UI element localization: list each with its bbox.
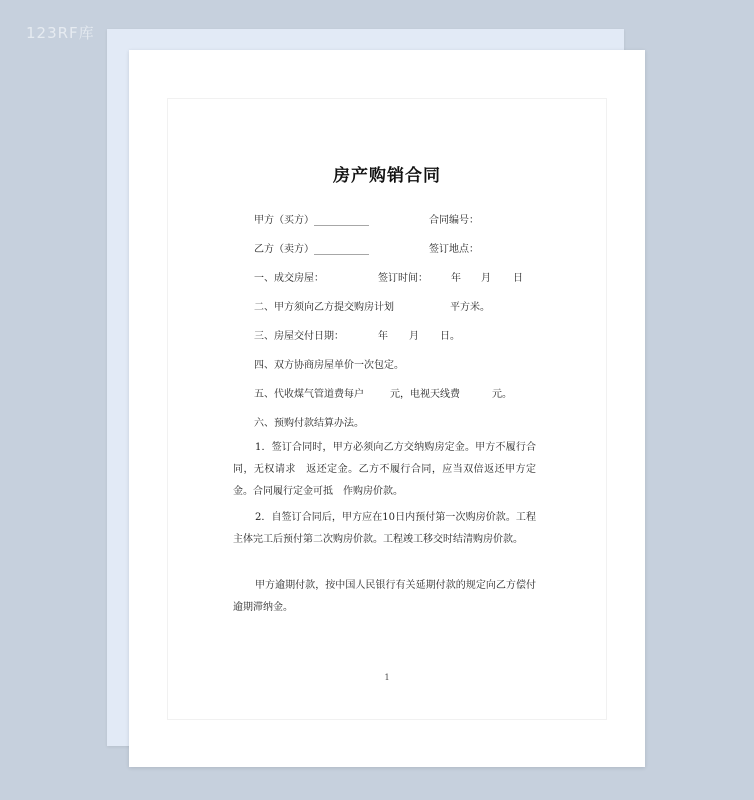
clause-6-text: 六、预购付款结算办法。 [254,418,364,429]
clause-1-month: 月 [481,273,491,284]
page-number: 1 [384,673,390,682]
clause-3-month: 月 [409,331,419,342]
document-title: 房产购销合同 [333,166,441,186]
page-margin-frame [167,98,607,720]
clause-2-unit: 平方米。 [450,302,490,313]
clause-3-year: 年 [378,331,388,342]
paragraph-deposit: 1．签订合同时，甲方必须向乙方交纳购房定金。甲方不履行合同，无权请求 返还定金。乙方不履行合同，应当双倍返还甲方定金。合同履行定金可抵 作购房价款。 [233,442,536,497]
clause-3-day: 日。 [440,331,460,342]
contract-number-label: 合同编号： [429,215,479,226]
clause-1-day: 日 [513,273,523,284]
paragraph-late-payment: 甲方逾期付款，按中国人民银行有关延期付款的规定向乙方偿付逾期滞纳金。 [233,580,536,613]
buyer-line: 甲方（买方）___________ [254,215,369,226]
clause-4-text: 四、双方协商房屋单价一次包定。 [254,360,404,371]
clause-1-label: 一、成交房屋： [254,273,324,284]
clause-1-time-label: 签订时间： [378,273,428,284]
clause-5-text: 五、代收煤气管道费每户 [254,389,364,400]
clause-2-text: 二、甲方须向乙方提交购房计划 [254,302,394,313]
clause-1-year: 年 [451,273,461,284]
seller-line: 乙方（卖方）___________ [254,244,369,255]
clause-3-label: 三、房屋交付日期： [254,331,344,342]
clause-5-unit2: 元。 [492,389,512,400]
document-page [129,50,645,767]
paragraph-prepayment: 2．自签订合同后，甲方应在10日内预付第一次购房价款。工程主体完工后预付第二次购房价款。工程竣工移交时结清购房价款。 [233,512,536,545]
signing-place-label: 签订地点： [429,244,479,255]
clause-5-unit1: 元，电视天线费 [390,389,460,400]
watermark-text: 123RF库 [26,24,95,42]
